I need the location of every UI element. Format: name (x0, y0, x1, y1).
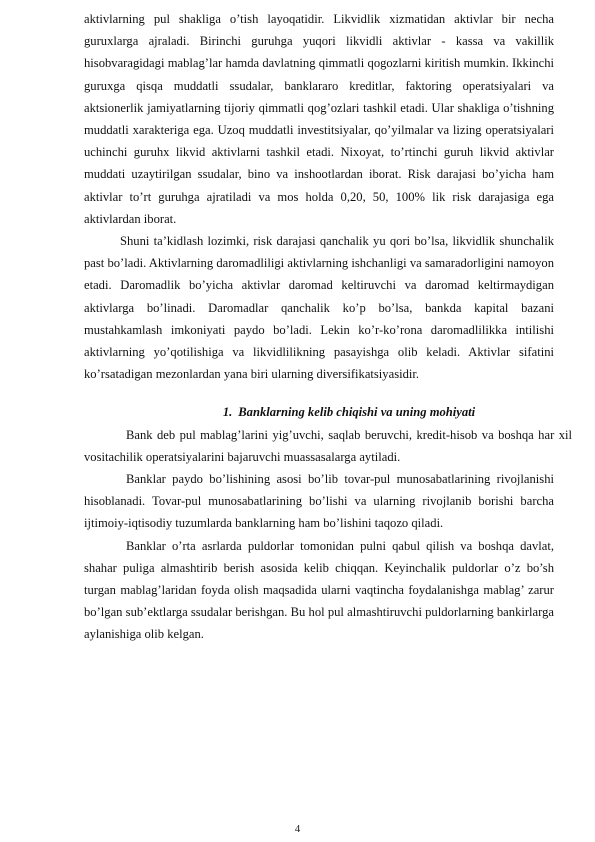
document-page (84, 8, 572, 646)
paragraph-bank-origin: Banklar paydo bo’lishining asosi bo’lib tovar-pul munosabatlarining rivojlanishi hisoblanadi. Tovar-pul munosabatlarining bo’lishi va ularning rivojlanib borishi barcha ijtimoiy-iqtisodiy tuzumlarda banklarning ham bo’lishini taqozo qiladi. (84, 472, 554, 531)
page-number: 4 (294, 823, 301, 835)
section-heading (84, 401, 554, 423)
section-title: Banklarning kelib chiqishi va uning mohiyati (238, 405, 476, 420)
paragraph-bank-definition: Bank deb pul mablag’larini yig’uvchi, saqlab beruvchi, kredit-hisob va boshqa har xil vositachilik operatsiyalarini bajaruvchi muassasalarga aytiladi. (84, 427, 572, 464)
section-number: 1. (222, 405, 233, 420)
paragraph-bank-history: Banklar o’rta asrlarda puldorlar tomonidan pulni qabul qilish va boshqa davlat, shahar puliga almashtirib berish asosida kelib chiqqan. Keyinchalik puldorlar o’z bo’sh turgan mablag’laridan foyda olish maqsadida ularni vaqtincha foydalanishga mablag’ zarur bo’lgan sub’ektlarga ssudalar berishgan. Bu hol pul almashtiruvchi puldorlarning bankirlarga aylanishiga olib kelgan. (84, 538, 554, 642)
paragraph-risk: Shuni ta’kidlash lozimki, risk darajasi qanchalik yu qori bo’lsa, likvidlik shunchalik past bo’ladi. Aktivlarning daromadliligi aktivlarning ishchanligi va samaradorligini namoyon etadi. Daromadlik bo’yicha aktivlar daromad keltiruvchi va daromad keltirmaydigan aktivlarga bo’linadi. Daromadlar qanchalik ko’p bo’lsa, bankda kapital bazani mustahkamlash imkoniyati paydo bo’ladi. Lekin ko’r-ko’rona daromadlilikka intilishi aktivlarning yo’qotilishiga va likvidlilikning pasayishga olib keladi. Aktivlar sifatini ko’rsatadigan mezonlardan yana biri ularning diversifikatsiyasidir. (84, 234, 554, 382)
paragraph-liquidity: aktivlarning pul shakliga o’tish layoqatidir. Likvidlik xizmatidan aktivlar bir necha guruxlarga ajraladi. Birinchi guruhga yuqori likvidli aktivlar - kassa va vakillik hisobvaragidagi mablag’lar hamda davlatning qimmatli qogozlarni kiritish mumkin. Ikkinchi guruxga qisqa muddatli ssudalar, banklararo kreditlar, faktoring operatsiyalari va aktsionerlik jamiyatlarning tijoriy qimmatli qog’ozlari tashkil etadi. Ular shakliga o’tishning muddatli xarakteriga ega. Uzoq muddatli investitsiyalar, qo’yilmalar va lizing operatsiyalari uchinchi guruhx likvid aktivlarni tashkil etadi. Nixoyat, to’rtinchi guruh likvid aktivlar muddati uzaytirilgan ssudalar, bino va inshootlardan iborat. Risk darajasi bo’yicha ham aktivlar to’rt guruhga ajratiladi va mos holda 0,20, 50, 100% lik risk darajasiga ega aktivlardan iborat. (84, 12, 554, 226)
